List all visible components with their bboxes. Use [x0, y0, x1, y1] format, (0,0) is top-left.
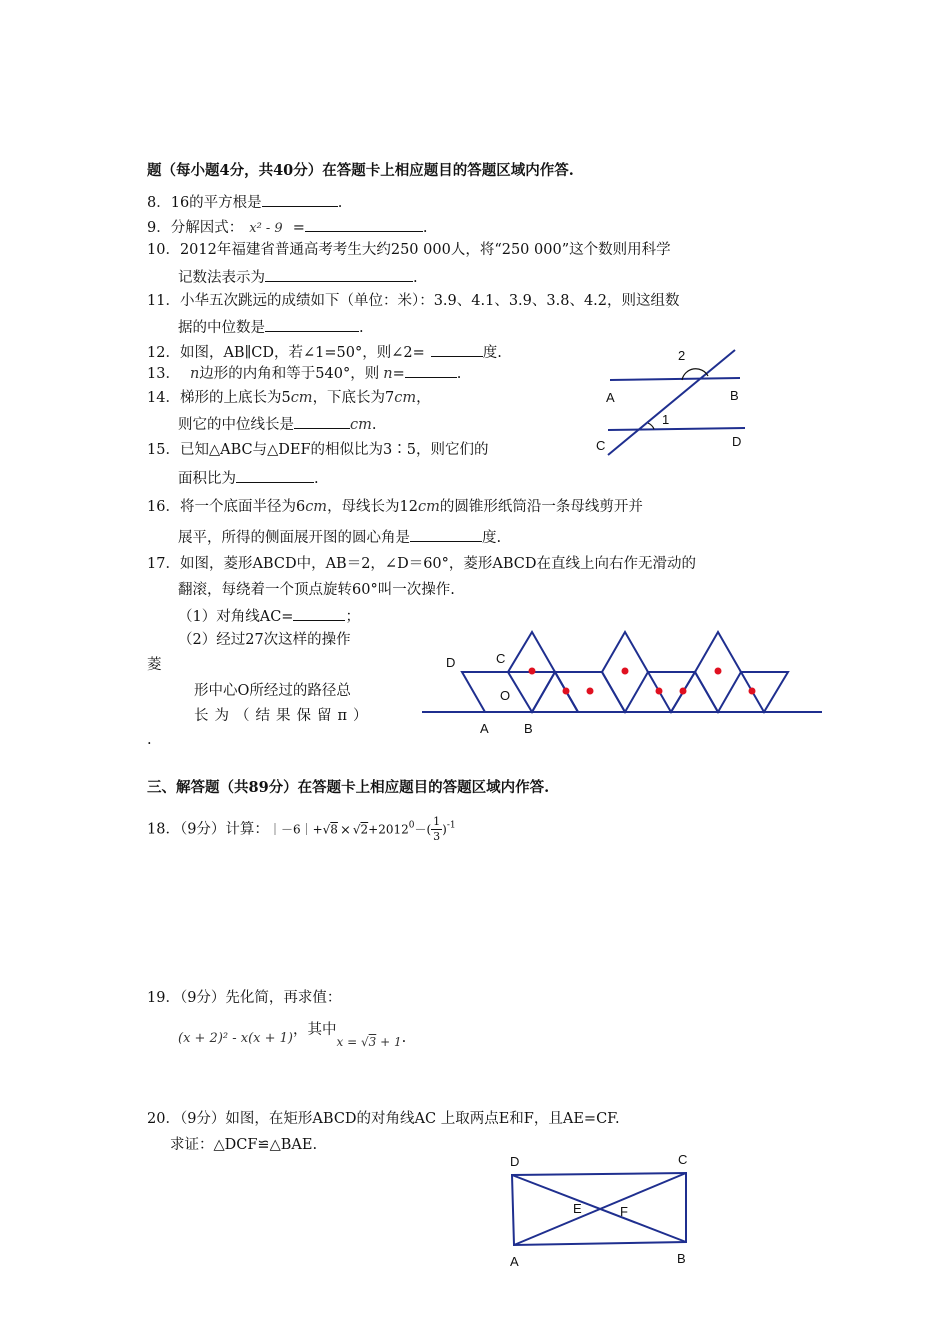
- question-20-line1: [147, 1109, 620, 1129]
- unit-cm: cm: [290, 390, 313, 406]
- question-number: 14．: [147, 390, 180, 406]
- rhombus-triangle: [532, 672, 578, 712]
- sqrt-3: √3: [360, 1035, 377, 1049]
- line-cd: [608, 428, 745, 430]
- question-end: .: [401, 1030, 407, 1046]
- question-14-line2: [178, 413, 376, 435]
- math-abs: ｜－6｜+: [268, 822, 323, 837]
- question-end: .: [314, 471, 319, 487]
- fraction: [431, 815, 442, 844]
- times-sign: ×: [339, 822, 351, 838]
- answer-blank[interactable]: [305, 216, 423, 232]
- transversal-line: [608, 350, 735, 455]
- question-number: 17．: [147, 556, 180, 572]
- question-number: 20．: [147, 1111, 180, 1127]
- question-9: [147, 216, 427, 239]
- label-b: B: [730, 388, 739, 403]
- unit-cm: cm: [350, 417, 372, 433]
- question-15-line2: [178, 467, 319, 489]
- question-text: 将一个底面半径为6: [179, 499, 306, 515]
- section-header: 三、解答题（共89分）在答题卡上相应题目的答题区域内作答.: [147, 779, 550, 796]
- center-dot: [529, 668, 536, 675]
- question-16-line2: [178, 526, 501, 548]
- radicand: 3: [368, 1035, 377, 1049]
- question-17-sub2d: 长为（结果保留π）: [194, 708, 374, 724]
- answer-blank[interactable]: [405, 362, 457, 378]
- label-a: A: [480, 721, 489, 736]
- label-b: B: [677, 1251, 686, 1266]
- rhombus-flat-2: [648, 672, 695, 712]
- question-text: 面积比为: [178, 471, 236, 487]
- denominator: 3: [433, 830, 441, 843]
- question-19: [147, 988, 341, 1008]
- unit-cm: cm: [305, 499, 328, 515]
- question-17-sub2: （2）经过27次这样的操作: [178, 632, 351, 648]
- angle-1-arc: [648, 423, 654, 429]
- question-17-end: .: [147, 732, 152, 748]
- question-text: 展平，所得的侧面展开图的圆心角是: [178, 530, 410, 546]
- unit-text: 度.: [482, 345, 502, 361]
- question-text: 的圆锥形纸筒沿一条母线剪开并: [439, 499, 643, 515]
- label-d: D: [446, 655, 456, 670]
- question-19-expr: [178, 1022, 407, 1049]
- unit-cm: cm: [418, 499, 440, 515]
- rhombus-flat-4: [741, 672, 788, 712]
- question-17-sub1: [178, 605, 360, 627]
- math-expression: (x + 2)² - x(x + 1): [178, 1031, 294, 1046]
- question-text: 据的中位数是: [178, 320, 265, 336]
- unit-cm: cm: [394, 390, 417, 406]
- answer-blank[interactable]: [265, 316, 359, 332]
- question-13: [147, 362, 461, 384]
- label-1: 1: [662, 412, 670, 427]
- sqrt-8: √8: [322, 822, 338, 837]
- center-dot: [749, 688, 756, 695]
- rolling-rhombus-figure: [418, 625, 828, 740]
- label-e: E: [573, 1201, 582, 1216]
- exponent: 0: [408, 820, 415, 831]
- answer-blank[interactable]: [431, 341, 483, 357]
- exponent: -1: [446, 820, 456, 831]
- label-d: D: [510, 1154, 520, 1169]
- section-header: 题（每小题4分，共40分）在答题卡上相应题目的答题区域内作答.: [147, 162, 574, 179]
- answer-blank[interactable]: [265, 266, 413, 282]
- math-condition: + 1: [376, 1035, 402, 1049]
- radicand: 8: [330, 822, 338, 837]
- question-15-line1: [147, 440, 488, 460]
- label-b: B: [524, 721, 533, 736]
- label-c: C: [596, 438, 606, 453]
- question-11-line2: [178, 316, 364, 338]
- question-number: 15．: [147, 442, 180, 458]
- question-text: 小华五次跳远的成绩如下（单位：米）：3.9、4.1、3.9、3.8、4.2，则这组数: [179, 293, 680, 309]
- question-text: 分解因式：: [170, 220, 244, 236]
- math-term: －(: [414, 822, 432, 837]
- question-text: 记数法表示为: [178, 270, 265, 286]
- sqrt-2: √2: [352, 822, 369, 837]
- question-number: 18．: [147, 821, 180, 838]
- question-14-line1: [147, 388, 431, 408]
- label-c: C: [496, 651, 506, 666]
- question-number: 10．: [147, 242, 180, 258]
- variable-n: n: [189, 366, 200, 382]
- equals-sign: =: [292, 220, 305, 236]
- question-18: [147, 815, 456, 849]
- question-20-line2: 求证：△DCF≌△BAE.: [170, 1137, 318, 1153]
- question-text: 边形的内角和等于540°，则: [199, 366, 380, 382]
- question-text: 2012年福建省普通高考考生大约250 000人，将“250 000”这个数则用科学: [179, 242, 671, 258]
- question-text: （9分）计算：: [179, 821, 269, 838]
- math-expression: x² - 9: [249, 221, 283, 236]
- question-end: ；: [345, 609, 360, 625]
- center-dot: [587, 688, 594, 695]
- question-text: （9分）如图，在矩形ABCD的对角线AC 上取两点E和F，且AE=CF.: [179, 1111, 620, 1127]
- question-text: 则它的中位线长是: [178, 417, 294, 433]
- question-16-line1: [147, 497, 643, 517]
- question-10-line2: [178, 266, 418, 288]
- rhombus-flat-3: [671, 672, 718, 712]
- question-text: 16的平方根是: [170, 195, 262, 211]
- label-c: C: [678, 1152, 688, 1167]
- math-term: +2012: [368, 822, 409, 837]
- question-10-line1: [147, 240, 671, 260]
- question-8: [147, 191, 342, 213]
- answer-blank[interactable]: [410, 526, 482, 542]
- question-end: .: [413, 270, 418, 286]
- answer-blank[interactable]: [236, 467, 314, 483]
- question-end: .: [371, 417, 377, 433]
- question-number: 16．: [147, 499, 180, 515]
- question-text: （1）对角线AC=: [178, 609, 294, 625]
- label-d: D: [732, 434, 742, 449]
- line-ab: [610, 378, 740, 380]
- question-number: 8．: [147, 195, 171, 211]
- diagonal-bd: [512, 1175, 686, 1242]
- question-text: ，: [416, 390, 431, 406]
- center-dot: [563, 688, 570, 695]
- question-number: 12．: [147, 345, 180, 361]
- question-end: .: [359, 320, 364, 336]
- center-dot: [656, 688, 663, 695]
- question-text: ，其中: [293, 1022, 337, 1038]
- question-17-line1: [147, 554, 696, 574]
- question-number: 19．: [147, 990, 180, 1006]
- question-text: （9分）先化简，再求值：: [179, 990, 342, 1006]
- radicand: 2: [360, 822, 369, 837]
- question-17-line2: 翻滚，每绕着一个顶点旋转60°叫一次操作.: [178, 582, 455, 598]
- question-number: 13．: [147, 366, 180, 382]
- center-dot: [715, 668, 722, 675]
- label-a: A: [510, 1254, 519, 1269]
- question-number: 9．: [147, 220, 171, 236]
- question-text: ，下底长为7: [312, 390, 395, 406]
- answer-blank[interactable]: [294, 413, 350, 429]
- center-dot: [622, 668, 629, 675]
- question-end: .: [422, 220, 428, 236]
- label-f: F: [620, 1204, 628, 1219]
- answer-blank[interactable]: [262, 191, 338, 207]
- question-text: 已知△ABC与△DEF的相似比为3∶5，则它们的: [179, 442, 489, 458]
- label-2: 2: [678, 348, 686, 363]
- rectangle-figure: [500, 1150, 700, 1270]
- question-17-sub2c: 形中心O所经过的路径总: [194, 683, 351, 699]
- question-11-line1: [147, 291, 680, 311]
- answer-blank[interactable]: [293, 605, 345, 621]
- question-12: [147, 341, 502, 363]
- equals-sign: =: [392, 366, 405, 382]
- center-dot: [680, 688, 687, 695]
- label-a: A: [606, 390, 615, 405]
- question-end: .: [456, 366, 462, 382]
- numerator: 1: [433, 815, 441, 828]
- question-text: 如图，菱形ABCD中，AB＝2，∠D＝60°，菱形ABCD在直线上向右作无滑动的: [179, 556, 697, 572]
- label-o: O: [500, 688, 511, 703]
- variable-n: n: [383, 366, 393, 382]
- question-text: 如图，AB∥CD，若∠1=50°，则∠2=: [179, 345, 425, 361]
- unit-text: 度.: [482, 530, 502, 546]
- question-17-sub2b: 菱: [147, 657, 162, 673]
- question-text: ，母线长为12: [327, 499, 419, 515]
- question-text: 梯形的上底长为5: [179, 390, 291, 406]
- math-term: ): [442, 822, 447, 837]
- question-end: .: [337, 195, 343, 211]
- question-number: 11．: [147, 293, 180, 309]
- math-condition: x =: [336, 1035, 361, 1049]
- parallel-lines-figure: [590, 340, 760, 460]
